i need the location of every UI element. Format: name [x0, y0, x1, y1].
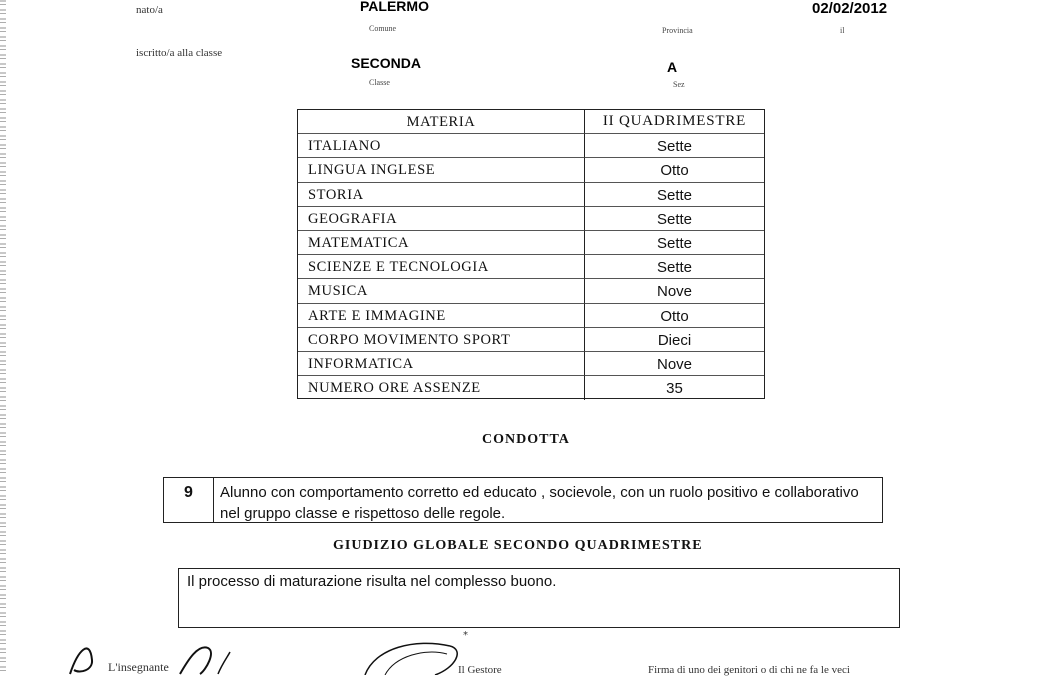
subject-cell: GEOGRAFIA: [298, 207, 585, 231]
svg-text:*: *: [463, 630, 468, 641]
subject-cell: MATEMATICA: [298, 231, 585, 255]
table-row: [298, 134, 764, 158]
conduct-score: 9: [164, 478, 214, 522]
judgement-title: GIUDIZIO GLOBALE SECONDO QUADRIMESTRE: [333, 538, 703, 553]
scan-edge: [0, 0, 6, 675]
grade-cell: Otto: [585, 304, 764, 328]
subject-cell: ARTE E IMMAGINE: [298, 304, 585, 328]
judgement-box: [178, 568, 900, 628]
teacher-label: L'insegnante: [108, 660, 169, 674]
table-row: [298, 158, 764, 182]
subject-cell: NUMERO ORE ASSENZE: [298, 376, 585, 400]
born-label: nato/a: [136, 4, 163, 16]
table-row: [298, 207, 764, 231]
grades-table: [297, 109, 765, 399]
judgement-text: Il processo di maturazione risulta nel complesso buono.: [187, 573, 557, 590]
header-materia: MATERIA: [298, 110, 585, 134]
parent-label: Firma di uno dei genitori o di chi ne fa le veci: [648, 664, 850, 676]
grade-cell: Sette: [585, 255, 764, 279]
class-value: SECONDA: [351, 55, 422, 71]
birth-city: PALERMO: [360, 0, 429, 14]
subject-cell: INFORMATICA: [298, 352, 585, 376]
provincia-label: Provincia: [662, 26, 693, 35]
subject-cell: MUSICA: [298, 279, 585, 303]
classe-label: Classe: [369, 78, 390, 87]
grade-cell: Nove: [585, 279, 764, 303]
table-row: [298, 376, 764, 400]
subject-cell: SCIENZE E TECNOLOGIA: [298, 255, 585, 279]
table-row: [298, 279, 764, 303]
manager-label: Il Gestore: [458, 664, 502, 676]
grade-cell: Sette: [585, 231, 764, 255]
table-row: [298, 304, 764, 328]
section-value: A: [667, 59, 678, 75]
table-header-row: [298, 110, 764, 134]
grade-cell: Dieci: [585, 328, 764, 352]
conduct-box: [163, 477, 883, 523]
il-label: il: [840, 26, 845, 35]
table-row: [298, 328, 764, 352]
grade-cell: Sette: [585, 183, 764, 207]
conduct-title: CONDOTTA: [482, 432, 570, 447]
subject-cell: ITALIANO: [298, 134, 585, 158]
grade-cell: 35: [666, 380, 683, 398]
table-row: [298, 231, 764, 255]
conduct-text: Alunno con comportamento corretto ed educato , socievole, con un ruolo positivo e collaborativo nel gruppo classe e rispettoso delle regole.: [220, 484, 859, 522]
table-row: [298, 352, 764, 376]
grade-cell: Nove: [585, 352, 764, 376]
table-row: [298, 255, 764, 279]
grade-cell: Otto: [585, 158, 764, 182]
birth-date: 02/02/2012: [812, 0, 888, 17]
comune-label: Comune: [369, 24, 397, 33]
enrolled-label: iscritto/a alla classe: [136, 47, 223, 59]
grade-cell: Sette: [585, 134, 764, 158]
sez-label: Sez: [673, 80, 685, 89]
subject-cell: STORIA: [298, 183, 585, 207]
table-row: [298, 183, 764, 207]
header-quadrimestre: II QUADRIMESTRE: [585, 110, 764, 134]
subject-cell: LINGUA INGLESE: [298, 158, 585, 182]
grade-cell: Sette: [585, 207, 764, 231]
subject-cell: CORPO MOVIMENTO SPORT: [298, 328, 585, 352]
